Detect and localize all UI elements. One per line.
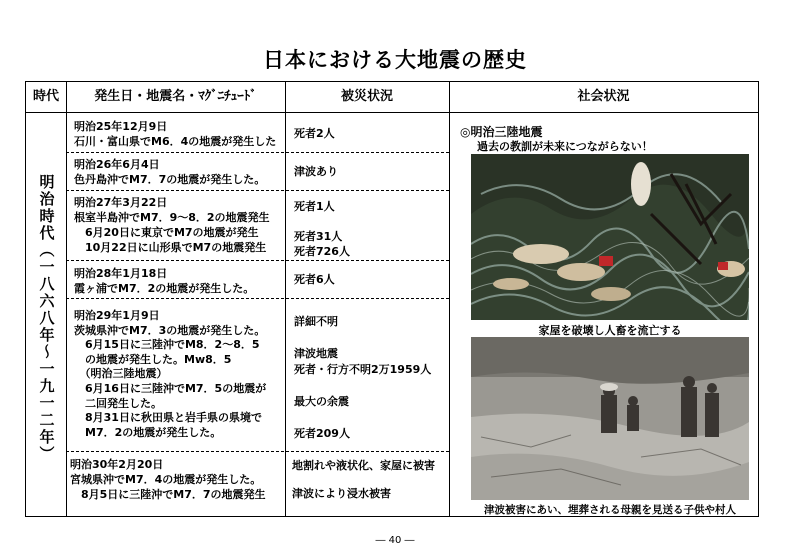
header-event: 発生日・地震名・ﾏｸﾞﾆﾁｭｰﾄﾞ	[94, 89, 257, 104]
header-social: 社会状況	[577, 89, 630, 104]
era-cell	[32, 118, 62, 518]
tsunami-painting	[471, 154, 749, 320]
caption-painting: 家屋を破壊し人畜を流亡する	[538, 324, 682, 337]
social-subheading: 過去の教訓が未来につながらない！	[477, 140, 653, 153]
event-cell: 明治25年12月9日 石川・富山県でM6．4の地震が発生した	[74, 120, 277, 148]
event-cell: 明治29年1月9日 茨城県沖でM7．3の地震が発生した。 6月15日に三陸沖でM8．2〜8．5 の地震が発生した。Mw8．5 （明治三陸地震） 6月16日に三陸沖でM7．5の地震が 二回発生した。 8月31日に秋田県と岩手県の県境で M7．2の地震が発生した。	[74, 309, 267, 439]
damage-cell: 詳細不明 津波地震 死者・行方不明2万1959人 最大の余震 死者209人	[294, 315, 432, 440]
history-table	[25, 81, 759, 517]
event-cell: 明治26年6月4日 色丹島沖でM7．7の地震が発生した。	[74, 158, 266, 186]
event-cell: 明治28年1月18日 霞ヶ浦でM7．2の地震が発生した。	[74, 267, 255, 295]
damage-cell: 津波あり	[294, 165, 338, 178]
caption-photo: 津波被害にあい、埋葬される母親を見送る子供や村人	[484, 504, 736, 516]
page-title: 日本における大地震の歴史	[263, 48, 527, 72]
header-era: 時代	[32, 89, 59, 104]
damage-cell: 死者1人 死者31人 死者726人	[294, 200, 350, 258]
damage-cell: 死者2人	[294, 127, 335, 140]
event-cell: 明治27年3月22日 根室半島沖でM7．9〜8．2の地震発生 6月20日に東京でM7の地震が発生 10月22日に山形県でM7の地震発生	[74, 196, 270, 254]
damage-cell: 死者6人	[294, 273, 335, 286]
header-damage: 被災状況	[340, 89, 393, 104]
burial-photo	[471, 337, 749, 500]
damage-cell: 地割れや液状化、家屋に被害 津波により浸水被害	[292, 459, 435, 500]
era-label: 明治時代（一八六八年〜一九一二年）	[37, 173, 56, 463]
event-cell: 明治30年2月20日 宮城県沖でM7．4の地震が発生した。 8月5日に三陸沖でM7．7の地震発生	[70, 458, 266, 501]
page-number: ― 40 ―	[375, 535, 415, 546]
social-heading: ◎明治三陸地震	[460, 125, 543, 139]
